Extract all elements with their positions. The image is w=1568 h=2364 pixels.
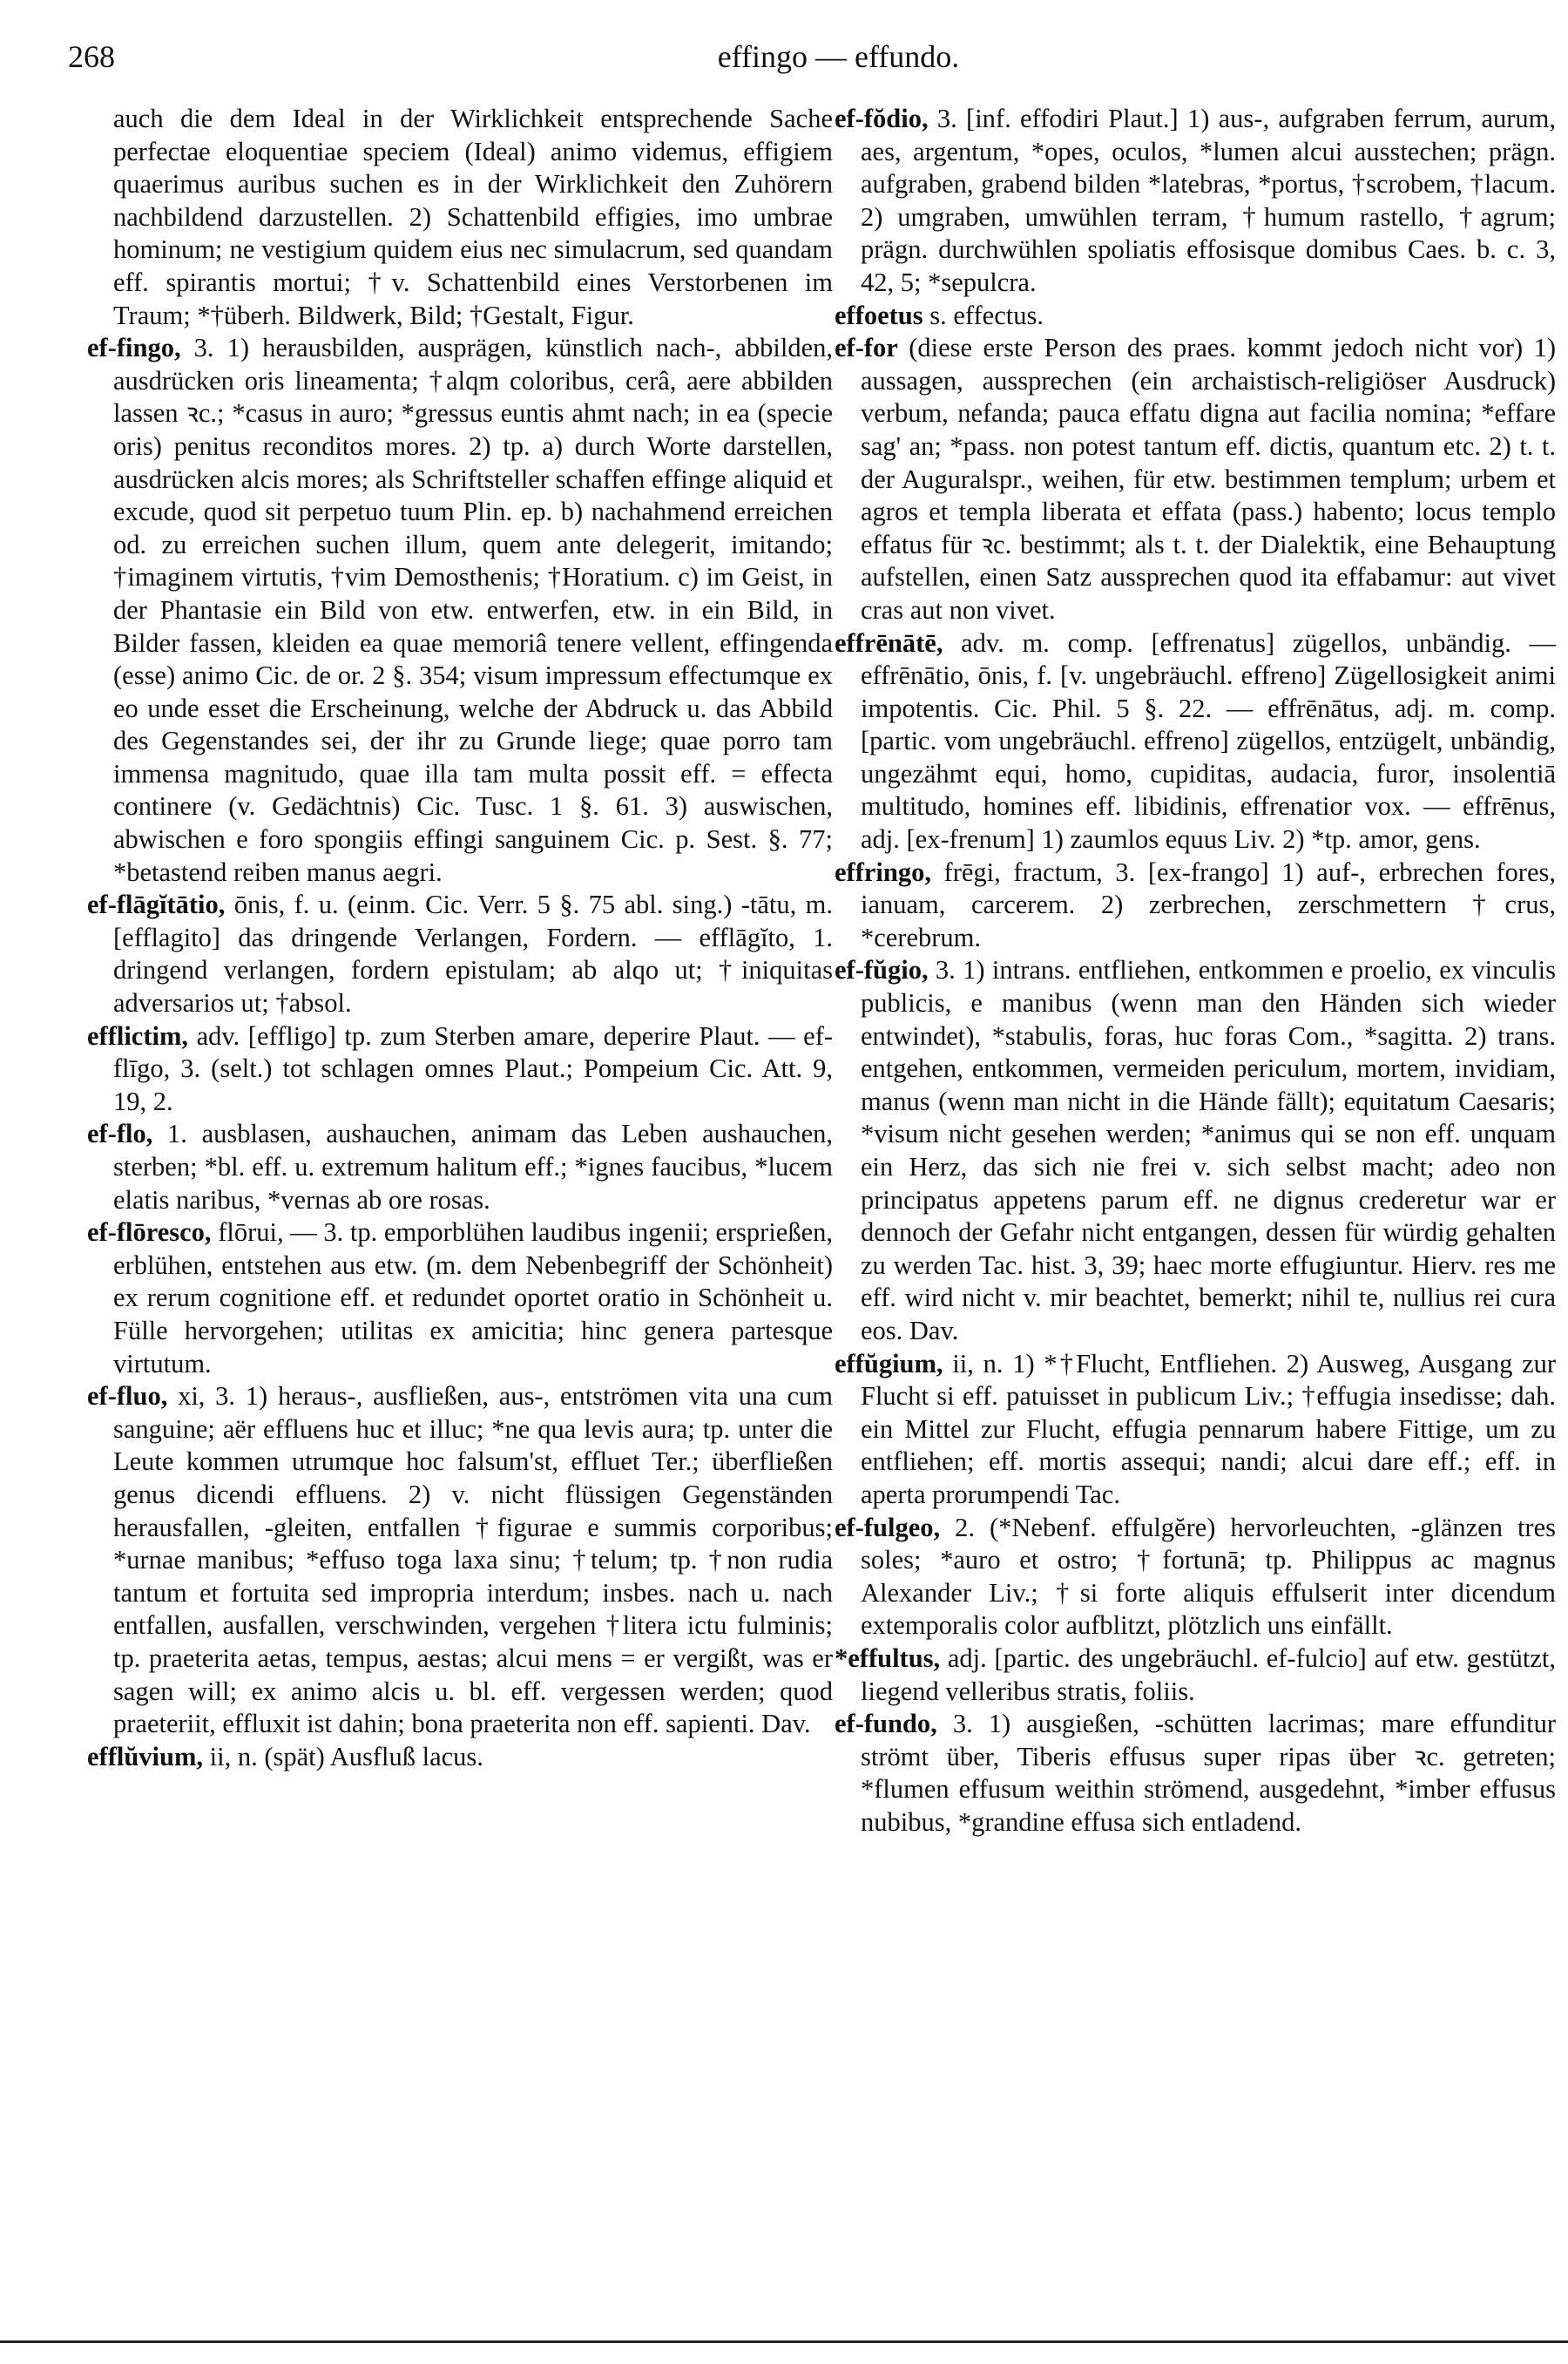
dictionary-entry: [87, 889, 833, 1019]
entry-headword: effŭgium,: [835, 1348, 943, 1378]
dictionary-entry: [835, 857, 1556, 955]
entry-headword: ef-fundo,: [835, 1709, 937, 1739]
dictionary-entry: [835, 1348, 1556, 1512]
entry-headword: ef-fingo,: [87, 333, 181, 363]
entry-body: (diese erste Person des praes. kommt jedoch nicht vor) 1) aussagen, aussprechen (ein archaistisch-religiöser Ausdruck) verbum, nefanda; pauca effatu digna aut facilia nomina; *effare sag' an; *pass. non potest tantum eff. dictis, quantum etc. 2) t. t. der Auguralspr., weihen, für etw. bestimmen templum; urbem et agros et templa liberata et effata (pass.) habento; locus templo effatus für ꝛc. bestimmt; als t. t. der Dialektik, eine Behauptung aufstellen, einen Satz aussprechen quod ita effabamur: aut vivet cras aut non vivet.: [861, 333, 1556, 625]
entry-body: 3. 1) ausgießen, -schütten lacrimas; mare effunditur strömt über, Tiberis effusus super ripas über ꝛc. getreten; *flumen effusum weithin strömend, ausgedehnt, *imber effusus nubibus, *grandine effusa sich entladend.: [861, 1709, 1556, 1837]
dictionary-entry: [87, 1741, 833, 1774]
entry-headword: effringo,: [835, 857, 931, 887]
entry-body: 2. (*Nebenf. effulgĕre) hervorleuchten, -glänzen tres soles; *auro et ostro; †fortunā; tp. Philippus ac magnus Alexander Liv.; †si forte aliquis effulserit inter dicendum extemporalis color aufblitzt, plötzlich uns einfällt.: [861, 1512, 1556, 1641]
entry-headword: ef-flōresco,: [87, 1217, 212, 1248]
entry-headword: ef-fŏdio,: [835, 104, 929, 133]
dictionary-entry: [87, 1216, 833, 1380]
dictionary-entry: [87, 1380, 833, 1741]
bottom-rule: [0, 2340, 1568, 2343]
entry-headword: ef-flo,: [87, 1119, 153, 1149]
entry-headword: ef-for: [835, 333, 898, 363]
dictionary-entry: [835, 627, 1556, 857]
entry-body: 1. ausblasen, aushauchen, animam das Leben aushauchen, sterben; *bl. eff. u. extremum halitum eff.; *ignes faucibus, *lucem elatis naribus, *vernas ab ore rosas.: [113, 1119, 833, 1215]
right-column: [835, 103, 1556, 1839]
entry-body: ōnis, f. u. (einm. Cic. Verr. 5 §. 75 abl. sing.) -tātu, m. [efflagito] das dringende Verlangen, Fordern. — efflāgĭto, 1. dringend verlangen, fordern epistulam; ab alqo ut; †iniquitas adversarios ut; †absol.: [113, 890, 833, 1019]
dictionary-entry: [87, 332, 833, 889]
entry-body: adv. m. comp. [effrenatus] zügellos, unbändig. — effrēnātio, ōnis, f. [v. ungebräuchl. effreno] Zügellosigkeit animi impotentis. Cic. Phil. 5 §. 22. — effrēnātus, adj. m. comp. [partic. vom ungebräuchl. effreno] zügellos, entzügelt, unbändig, ungezähmt equi, homo, cupiditas, audacia, furor, insolentiā multitudo, homines eff. libidinis, effrenatior vox. — effrēnus, adj. [ex-frenum] 1) zaumlos equus Liv. 2) *tp. amor, gens.: [861, 627, 1557, 855]
dictionary-entry: [835, 103, 1556, 300]
dictionary-entry: [835, 300, 1556, 333]
entry-headword: ef-fluo,: [87, 1381, 168, 1412]
dictionary-entry: [835, 1643, 1556, 1708]
entry-headword: ef-fulgeo,: [835, 1512, 941, 1542]
dictionary-entry: [835, 1708, 1556, 1839]
running-head-title: effingo — effundo.: [717, 39, 960, 74]
entry-body: frēgi, fractum, 3. [ex-frango] 1) auf-, erbrechen fores, ianuam, carcerem. 2) zerbrechen, zerschmettern †crus, *cerebrum.: [861, 857, 1556, 952]
entry-headword: *effultus,: [835, 1643, 941, 1673]
entry-body: xi, 3. 1) heraus-, ausfließen, aus-, entströmen vita una cum sanguine; aër effluens huc et illuc; *ne qua levis aura; tp. unter die Leute kommen utrumque hoc falsum'st, effluet Ter.; überfließen genus dicendi effluens. 2) v. nicht flüssigen Gegenständen herausfallen, -gleiten, entfallen †figurae e summis corporibus; *urnae manibus; *effuso toga laxa sinu; †telum; tp. †non rudia tantum et fortuita sed impropria interdum; insbes. nach u. nach entfallen, ausfallen, verschwinden, vergehen †litera ictu fulminis; tp. praeterita aetas, tempus, aestas; alcui mens = er vergißt, was er sagen will; ex animo alcis u. bl. eff. vergessen werden; quod praeteriit, effluxit ist dahin; bona praeterita non eff. sapienti. Dav.: [113, 1381, 834, 1739]
dictionary-entry: [835, 954, 1556, 1347]
entry-body: 3. 1) herausbilden, ausprägen, künstlich nach-, abbilden, ausdrücken oris lineamenta; †alqm coloribus, cerâ, aere abbilden lassen ꝛc.; *casus in auro; *gressus euntis ahmt nach; in ea (specie oris) penitus reconditos mores. 2) tp. a) durch Worte darstellen, ausdrücken alcis mores; als Schriftsteller schaffen effinge aliquid et excude, quod sit perpetuo tuum Plin. ep. b) nachahmend erreichen od. zu erreichen suchen illum, quem ante delegerit, imitando; †imaginem virtutis, †vim Demosthenis; †Horatium. c) im Geist, in der Phantasie ein Bild von etw. entwerfen, etw. in ein Bild, in Bilder fassen, kleiden ea quae memoriâ tenere vellent, effingenda (esse) animo Cic. de or. 2 §. 354; visum impressum effectumque ex eo unde esset die Erscheinung, welche der Abdruck u. das Abbild des Gegenstandes sei, der ihr zu Grunde liege; quae porro tam immensa magnitudo, quae illa tam multa possit eff. = effecta continere (v. Gedächtnis) Cic. Tusc. 1 §. 61. 3) auswischen, abwischen e foro spongiis effingi sanguinem Cic. p. Sest. §. 77; *betastend reiben manus aegri.: [113, 333, 834, 887]
dictionary-entry: [835, 332, 1556, 627]
entry-body: adv. [effligo] tp. zum Sterben amare, deperire Plaut. — ef-flīgo, 3. (selt.) tot schlagen omnes Plaut.; Pompeium Cic. Att. 9, 19, 2.: [113, 1020, 834, 1116]
entry-headword: efflŭvium,: [87, 1741, 204, 1771]
entry-body: s. effectus.: [929, 300, 1044, 330]
entry-headword: ef-flāgĭtātio,: [87, 890, 226, 920]
entry-body: auch die dem Ideal in der Wirklichkeit entsprechende Sache perfectae eloquentiae speciem (Ideal) animo videmus, effigiem quaerimus auribus suchen es in der Wirklichkeit den Zuhörern nachbildend darzustellen. 2) Schattenbild effigies, imo umbrae hominum; ne vestigium quidem eius nec simulacrum, sed quandam eff. spirantis mortui; †v. Schattenbild eines Verstorbenen im Traum; *†überh. Bildwerk, Bild; †Gestalt, Figur.: [113, 104, 833, 330]
entry-headword: effrēnātē,: [835, 627, 943, 658]
entry-body: ii, n. 1) *†Flucht, Entfliehen. 2) Ausweg, Ausgang zur Flucht si eff. patuisset in publicum Liv.; †effugia insedisse; dah. ein Mittel zur Flucht, effugia pennarum habere Fittige, um zu entfliehen; eff. mortis assequi; nandi; alcui dare eff.; eff. in aperta prorumpendi Tac.: [861, 1348, 1557, 1509]
left-column: [87, 103, 833, 1773]
entry-body: adj. [partic. des ungebräuchl. ef-fulcio] auf etw. gestützt, liegend velleribus stratis, foliis.: [861, 1643, 1557, 1706]
entry-headword: ef-fŭgio,: [835, 955, 929, 986]
entry-body: flōrui, — 3. tp. emporblühen laudibus ingenii; ersprießen, erblühen, entstehen aus etw. (m. dem Nebenbegriff der Schönheit) ex rerum cognitione eff. et redundet oportet oratio in Schönheit u. Fülle hervorgehen; utilitas ex amicitia; hinc genera partesque virtutum.: [113, 1217, 833, 1378]
entry-body: 3. 1) intrans. entfliehen, entkommen e proelio, ex vinculis publicis, e manibus (wenn man den Händen sich wieder entwindet), *stabulis, foras, huc foras Com., *sagitta. 2) trans. entgehen, entkommen, vermeiden periculum, mortem, invidiam, manus (wenn man nicht in die Hände fällt); equitatum Caesaris; *visum nicht gesehen werden; *animus qui se non eff. unquam ein Herz, das sich nie frei v. sich selbst macht; adeo non principatus appetens parum eff. ne dignus crederetur war er dennoch der Gefahr nicht entgangen, dessen für würdig gehalten zu werden Tac. hist. 3, 39; haec morte effugiuntur. Hierv. res me eff. wird nicht v. mir beachtet, bemerkt; nihil te, nullius rei cura eos. Dav.: [861, 955, 1557, 1345]
page-number: 268: [68, 39, 115, 74]
dictionary-entry: [835, 1512, 1556, 1643]
entry-body: ii, n. (spät) Ausfluß lacus.: [209, 1741, 483, 1771]
entry-headword: efflictim,: [87, 1020, 188, 1051]
dictionary-entry: [87, 103, 833, 332]
dictionary-entry: [87, 1020, 833, 1119]
entry-body: 3. [inf. effodiri Plaut.] 1) aus-, aufgraben ferrum, aurum, aes, argentum, *opes, oculos, *lumen alcui ausstechen; prägn. aufgraben, grabend bilden *latebras, *portus, †scrobem, †lacum. 2) umgraben, umwühlen terram, †humum rastello, †agrum; prägn. durchwühlen spoliatis effosisque domibus Caes. b. c. 3, 42, 5; *sepulcra.: [861, 104, 1557, 297]
entry-headword: effoetus: [835, 300, 923, 330]
dictionary-entry: [87, 1118, 833, 1216]
